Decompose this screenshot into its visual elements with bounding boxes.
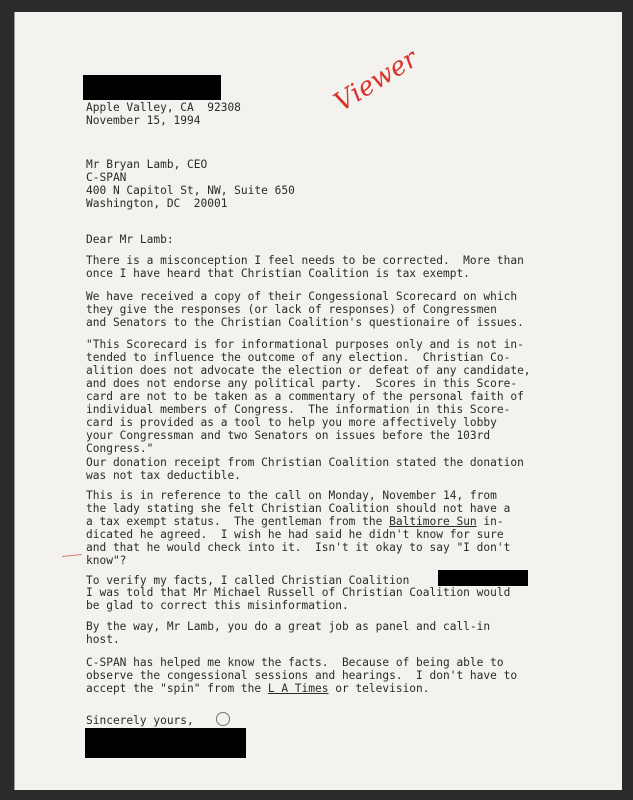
paragraph-cspan <box>86 656 517 695</box>
recipient-address: 400 N Capitol St, NW, Suite 650 <box>86 184 295 197</box>
paragraph-scorecard: We have received a copy of their Congessional Scorecard on which they give the responses (or lack of responses) of Congressmen and Senators to the Christian Coalition's questionaire of issues. <box>86 290 524 329</box>
redacted-sender-name <box>83 75 221 100</box>
paragraph-verify-first-line: To verify my facts, I called Christian Coalition <box>86 574 410 587</box>
paragraph-compliment: By the way, Mr Lamb, you do a great job as panel and call-in host. <box>86 620 491 646</box>
paragraph-cspan-start: C-SPAN has helped me know the facts. Because of being able to observe the congessional sessions and hearings. I don't have to accept the "spin" from the <box>86 656 518 695</box>
recipient-org: C-SPAN <box>86 171 127 184</box>
pen-mark <box>216 712 230 726</box>
letter-date: November 15, 1994 <box>86 114 201 127</box>
sender-city-line: Apple Valley, CA 92308 <box>86 101 241 114</box>
closing: Sincerely yours, <box>86 714 194 727</box>
recipient-city: Washington, DC 20001 <box>86 197 228 210</box>
paragraph-misconception: There is a misconception I feel needs to be corrected. More than once I have heard that Christian Coalition is tax exempt. <box>86 254 524 280</box>
paragraph-quote: "This Scorecard is for informational purposes only and is not in- tended to influence the outcome of any election. Christian Co- alition does not advocate the election or defeat of any candidate, and does not endorse any political party. Scores in this Score- card are not to be taken as a commentary of the personal faith of individual members of Congress. The information in this Score- card is provided as a tool to help you more affectively lobby your Congressman and two Senators on issues before the 103rd Congress." <box>86 338 531 455</box>
paragraph-verify-rest: I was told that Mr Michael Russell of Christian Coalition would be glad to correct this misinformation. <box>86 586 511 612</box>
paragraph-reference-start: This is in reference to the call on Monday, November 14, from the lady stating she felt Christian Coalition should not have a a tax exempt status. The gentleman from the <box>86 489 511 528</box>
la-times-title: L A Times <box>267 682 329 695</box>
redacted-phone <box>438 570 528 586</box>
paragraph-reference <box>86 489 510 567</box>
paragraph-donation: Our donation receipt from Christian Coalition stated the donation was not tax deductible. <box>86 456 524 482</box>
baltimore-sun-title: Baltimore Sun <box>389 515 477 528</box>
salutation: Dear Mr Lamb: <box>86 233 174 246</box>
handwritten-viewer-note: Viewer <box>329 43 424 119</box>
paragraph-reference-end: in- dicated he agreed. I wish he had said he didn't know for sure and that he would check into it. Isn't it okay to say "I don't know"? <box>86 515 511 567</box>
recipient-name: Mr Bryan Lamb, CEO <box>86 158 208 171</box>
paragraph-cspan-end: or television. <box>328 682 430 695</box>
redacted-signature <box>85 728 246 758</box>
